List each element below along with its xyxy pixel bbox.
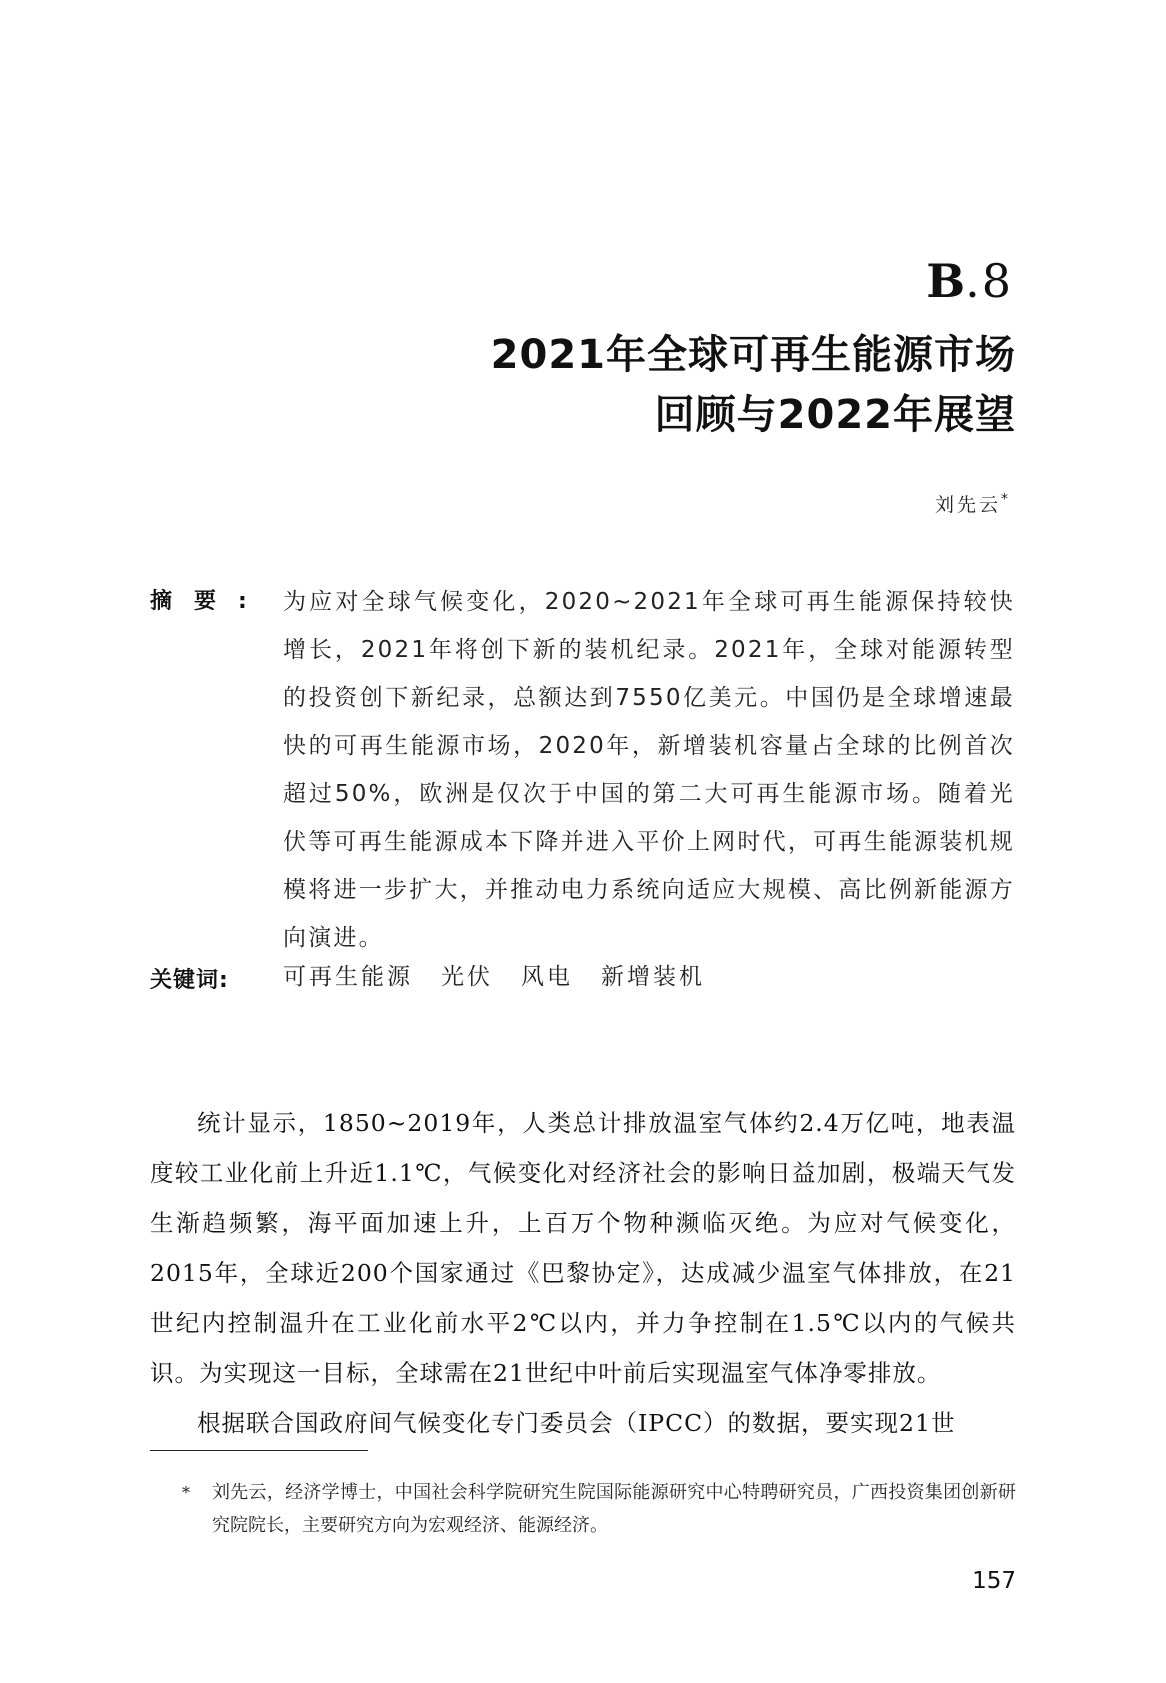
chapter-code — [926, 254, 1013, 308]
footnote-mark: * — [182, 1483, 190, 1502]
body-paragraph-1: 统计显示，1850~2019年，人类总计排放温室气体约2.4万亿吨，地表温度较工业化前上升近1.1℃，气候变化对经济社会的影响日益加剧，极端天气发生渐趋频繁，海平面加速上升，上百万个物种濒临灭绝。为应对气候变化，2015年，全球近200个国家通过《巴黎协定》，达成减少温室气体排放，在21世纪内控制温升在工业化前水平2℃以内，并力争控制在1.5℃以内的气候共识。为实现这一目标，全球需在21世纪中叶前后实现温室气体净零排放。 — [150, 1109, 1016, 1387]
keyword-item: 风电 — [521, 964, 573, 990]
body-paragraph-2: 根据联合国政府间气候变化专门委员会（IPCC）的数据，要实现21世 — [197, 1409, 956, 1437]
footnote-divider — [150, 1450, 368, 1451]
page-title — [491, 325, 1016, 445]
abstract-text: 为应对全球气候变化，2020~2021年全球可再生能源保持较快增长，2021年将创下新的装机纪录。2021年，全球对能源转型的投资创下新纪录，总额达到7550亿美元。中国仍是全球增速最快的可再生能源市场，2020年，新增装机容量占全球的比例首次超过50%，欧洲是仅次于中国的第二大可再生能源市场。随着光伏等可再生能源成本下降并进入平价上网时代，可再生能源装机规模将进一步扩大，并推动电力系统向适应大规模、高比例新能源方向演进。 — [283, 589, 1015, 951]
keyword-item: 新增装机 — [601, 964, 705, 990]
chapter-number: .8 — [965, 254, 1013, 308]
footnote — [180, 1476, 1016, 1542]
footnote-text: 刘先云，经济学博士，中国社会科学院研究生院国际能源研究中心特聘研究员，广西投资集团创新研究院院长，主要研究方向为宏观经济、能源经济。 — [212, 1482, 1016, 1536]
author-name: 刘先云 — [934, 494, 1001, 516]
body-text — [150, 1098, 1016, 1448]
keyword-item: 可再生能源 — [283, 964, 413, 990]
keywords-list — [283, 958, 733, 991]
author — [935, 490, 1011, 517]
author-footnote-mark: * — [1001, 491, 1011, 508]
page-number: 157 — [972, 1568, 1016, 1594]
chapter-letter: B — [926, 254, 966, 308]
title-line-1: 2021年全球可再生能源市场 — [490, 332, 1016, 378]
abstract-label: 摘要: — [150, 589, 269, 614]
keyword-item: 光伏 — [441, 964, 493, 990]
keywords-label: 关键词: — [150, 968, 229, 993]
title-line-2: 回顾与2022年展望 — [654, 392, 1016, 438]
